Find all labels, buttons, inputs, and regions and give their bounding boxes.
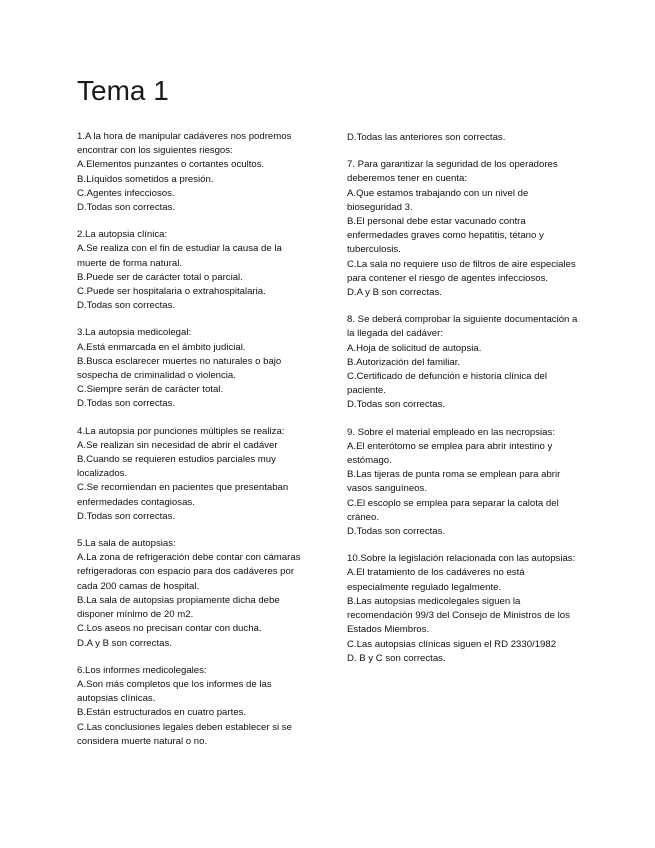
answer-option: C.Se recomiendan en pacientes que presentaban enfermedades contagiosas. [77,482,289,508]
question-block [347,158,579,300]
answer-option: D.A y B son correctas. [77,637,172,649]
answer-option: A.Está enmarcada en el ámbito judicial. [77,341,246,353]
question-block [347,552,579,666]
answer-option: A.El tratamiento de los cadáveres no está especialmente regulado legalmente. [347,567,525,593]
answer-option: C.Los aseos no precisan contar con ducha. [77,623,262,635]
answer-option: D.Todas son correctas. [77,510,176,522]
question-text: 1.A la hora de manipular cadáveres nos podremos encontrar con los siguientes riesgos: [77,131,292,157]
answer-option: C.Agentes infecciosos. [77,187,175,199]
question-block [77,228,309,313]
answer-option: B.La sala de autopsias propiamente dicha debe disponer mínimo de 20 m2. [77,594,280,621]
answer-option: B.Líquidos sometidos a presión. [77,173,214,185]
question-block [347,131,579,145]
question-text: 2.La autopsia clínica: [77,229,168,241]
question-text: 7. Para garantizar la seguridad de los operadores deberemos tener en cuenta: [347,159,558,185]
answer-option: D.A y B son correctas. [347,287,442,299]
answer-option: A.La zona de refrigeración debe contar con cámaras refrigeradoras con espacio para dos cadáveres por cada 200 camas de hospital. [77,552,301,592]
answer-option: C.Certificado de defunción e historia clínica del paciente. [347,371,547,397]
question-text: 4.La autopsia por punciones múltiples se realiza: [77,425,285,437]
answer-option: A.Elementos punzantes o cortantes ocultos. [77,159,265,171]
answer-option: C.El escoplo se emplea para separar la calota del cráneo. [347,497,559,523]
answer-option: A.El enterótomo se emplea para abrir intestino y estómago. [347,440,553,467]
question-text: 6.Los informes medicolegales: [77,664,207,676]
answer-option: A.Que estamos trabajando con un nivel de bioseguridad 3. [347,187,529,213]
question-text: 3.La autopsia medicolegal: [77,327,192,339]
answer-option: A.Se realiza con el fin de estudiar la causa de la muerte de forma natural. [77,243,282,269]
question-block [77,664,309,749]
answer-option: B.Busca esclarecer muertes no naturales o bajo sospecha de criminalidad o violencia. [77,355,282,382]
answer-option: B.Puede ser de carácter total o parcial. [77,271,243,283]
answer-option: D.Todas son correctas. [77,300,176,312]
answer-option: A.Hoja de solicitud de autopsia. [347,342,482,354]
answer-option: B.Las tijeras de punta roma se emplean para abrir vasos sanguíneos. [347,469,561,495]
answer-option: D.Todas las anteriores son correctas. [347,132,506,143]
answer-option: C.Las conclusiones legales deben establecer si se considera muerte natural o no. [77,721,292,747]
answer-option: B.Están estructurados en cuatro partes. [77,707,247,719]
answer-option: A.Se realizan sin necesidad de abrir el cadáver [77,439,278,451]
answer-option: B.Cuando se requieren estudios parciales muy localizados. [77,454,276,480]
question-block [347,313,579,412]
question-block [77,425,309,524]
answer-option: D.Todas son correctas. [77,202,176,214]
left-column [77,130,309,762]
answer-option: B.El personal debe estar vacunado contra enfermedades graves como hepatitis, tétano y tuberculosis. [347,216,544,256]
answer-option: A.Son más completos que los informes de las autopsias clínicas. [77,678,272,705]
answer-option: C.Puede ser hospitalaria o extrahospitalaria. [77,286,266,298]
question-block [77,537,309,651]
page-title: Tema 1 [77,75,169,106]
answer-option: D.Todas son correctas. [347,399,446,411]
answer-option: D. B y C son correctas. [347,652,446,664]
question-text: 10.Sobre la legislación relacionada con las autopsias: [347,553,576,565]
answer-option: B.Las autopsias medicolegales siguen la recomendación 99/3 del Consejo de Ministros de los Estados Miembros. [347,595,570,636]
answer-option: C.La sala no requiere uso de filtros de aire especiales para contener el riesgo de agentes infecciosos. [347,258,576,284]
answer-option: D.Todas son correctas. [77,398,176,410]
question-block [347,426,579,540]
question-block [77,130,309,215]
right-column [347,131,579,679]
question-block [77,326,309,411]
answer-option: D.Todas son correctas. [347,526,446,538]
question-text: 8. Se deberá comprobar la siguiente documentación a la llegada del cadáver: [347,314,578,340]
answer-option: C.Las autopsias clínicas siguen el RD 2330/1982 [347,638,557,650]
question-text: 9. Sobre el material empleado en las necropsias: [347,426,555,438]
answer-option: C.Siempre serán de carácter total. [77,384,224,396]
question-text: 5.La sala de autopsias: [77,538,176,550]
answer-option: B.Autorización del familiar. [347,356,461,368]
